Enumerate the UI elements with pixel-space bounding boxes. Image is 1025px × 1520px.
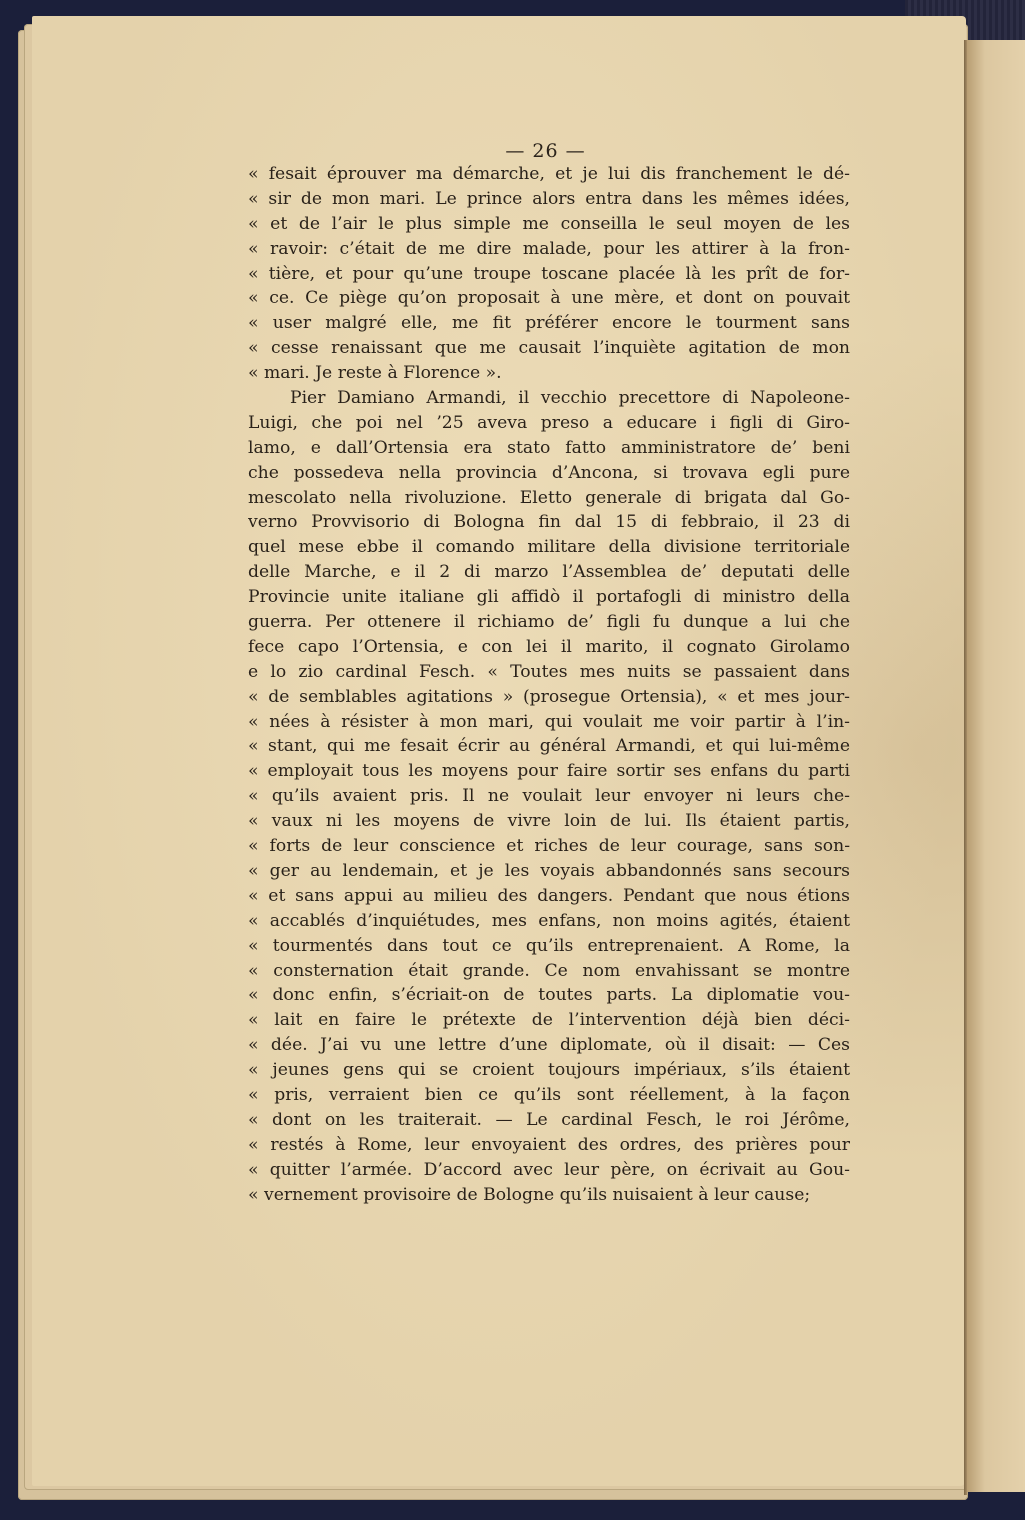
text-line: « de semblables agitations » (prosegue Ortensia), « et mes jour-	[248, 686, 850, 707]
text-line: « user malgré elle, me fit préférer encore le tourment sans	[248, 313, 850, 334]
text-line: « jeunes gens qui se croient toujours impériaux, s’ils étaient	[248, 1060, 850, 1081]
text-line: « consternation était grande. Ce nom envahissant se montre	[248, 960, 850, 981]
text-line: mescolato nella rivoluzione. Eletto generale di brigata dal Go-	[248, 487, 850, 508]
text-line: « mari. Je reste à Florence ».	[248, 363, 502, 384]
text-line: « fesait éprouver ma démarche, et je lui dis franchement le dé-	[248, 164, 850, 184]
text-line: Luigi, che poi nel ’25 aveva preso a educare i figli di Giro-	[248, 412, 850, 433]
text-line: « ravoir: c’était de me dire malade, pour les attirer à la fron-	[248, 238, 850, 259]
text-line: « vaux ni les moyens de vivre loin de lui. Ils étaient partis,	[248, 811, 850, 832]
book-gutter	[964, 40, 967, 1495]
text-line: « stant, qui me fesait écrir au général Armandi, et qui lui-même	[248, 736, 850, 757]
text-line: « nées à résister à mon mari, qui voulait me voir partir à l’in-	[248, 711, 850, 732]
text-line: « dont on les traiterait. — Le cardinal Fesch, le roi Jérôme,	[248, 1109, 850, 1130]
text-line: « dée. J’ai vu une lettre d’une diplomate, où il disait: — Ces	[248, 1035, 850, 1056]
text-line: che possedeva nella provincia d’Ancona, si trovava egli pure	[248, 462, 850, 483]
text-line: « ger au lendemain, et je les voyais abbandonnés sans secours	[248, 860, 850, 881]
text-line: « employait tous les moyens pour faire sortir ses enfans du parti	[248, 761, 850, 782]
text-line: quel mese ebbe il comando militare della divisione territoriale	[248, 537, 850, 558]
text-line: « forts de leur conscience et riches de leur courage, sans son-	[248, 836, 850, 857]
page-number: — 26 —	[505, 140, 586, 162]
text-line: « donc enfin, s’écriait-on de toutes parts. La diplomatie vou-	[248, 985, 850, 1006]
text-line: « accablés d’inquiétudes, mes enfans, non moins agités, étaient	[248, 910, 850, 931]
text-line: « restés à Rome, leur envoyaient des ordres, des prières pour	[248, 1134, 850, 1155]
facing-page-edge	[967, 40, 1025, 1492]
text-line: Pier Damiano Armandi, il vecchio precettore di Napoleone-	[290, 388, 850, 409]
text-line: « quitter l’armée. D’accord avec leur père, on écrivait au Gou-	[248, 1159, 850, 1180]
text-line: « et de l’air le plus simple me conseilla le seul moyen de les	[248, 213, 850, 234]
text-line: « cesse renaissant que me causait l’inquiète agitation de mon	[248, 338, 850, 359]
text-line: lamo, e dall’Ortensia era stato fatto amministratore de’ beni	[248, 437, 850, 458]
text-line: « lait en faire le prétexte de l’intervention déjà bien déci-	[248, 1010, 850, 1031]
text-line: « vernement provisoire de Bologne qu’ils nuisaient à leur cause;	[248, 1184, 811, 1205]
text-line: Provincie unite italiane gli affidò il portafogli di ministro della	[248, 587, 850, 608]
text-line: « ce. Ce piège qu’on proposait à une mère, et dont on pouvait	[248, 288, 850, 309]
text-line: verno Provvisorio di Bologna fin dal 15 di febbraio, il 23 di	[248, 512, 850, 533]
text-line: « qu’ils avaient pris. Il ne voulait leur envoyer ni leurs che-	[248, 786, 850, 807]
text-line: « sir de mon mari. Le prince alors entra dans les mêmes idées,	[248, 188, 850, 209]
text-line: e lo zio cardinal Fesch. « Toutes mes nuits se passaient dans	[248, 661, 850, 682]
text-line: « tourmentés dans tout ce qu’ils entreprenaient. A Rome, la	[248, 935, 850, 956]
text-line: fece capo l’Ortensia, e con lei il marito, il cognato Girolamo	[248, 636, 850, 657]
body-text	[248, 162, 850, 1207]
text-line: delle Marche, e il 2 di marzo l’Assemblea de’ deputati delle	[248, 562, 850, 583]
text-line: guerra. Per ottenere il richiamo de’ figli fu dunque a lui che	[248, 612, 850, 633]
text-line: « pris, verraient bien ce qu’ils sont réellement, à la façon	[248, 1084, 850, 1105]
text-line: « tière, et pour qu’une troupe toscane placée là les prît de for-	[248, 263, 850, 284]
text-line: « et sans appui au milieu des dangers. Pendant que nous étions	[248, 885, 850, 906]
